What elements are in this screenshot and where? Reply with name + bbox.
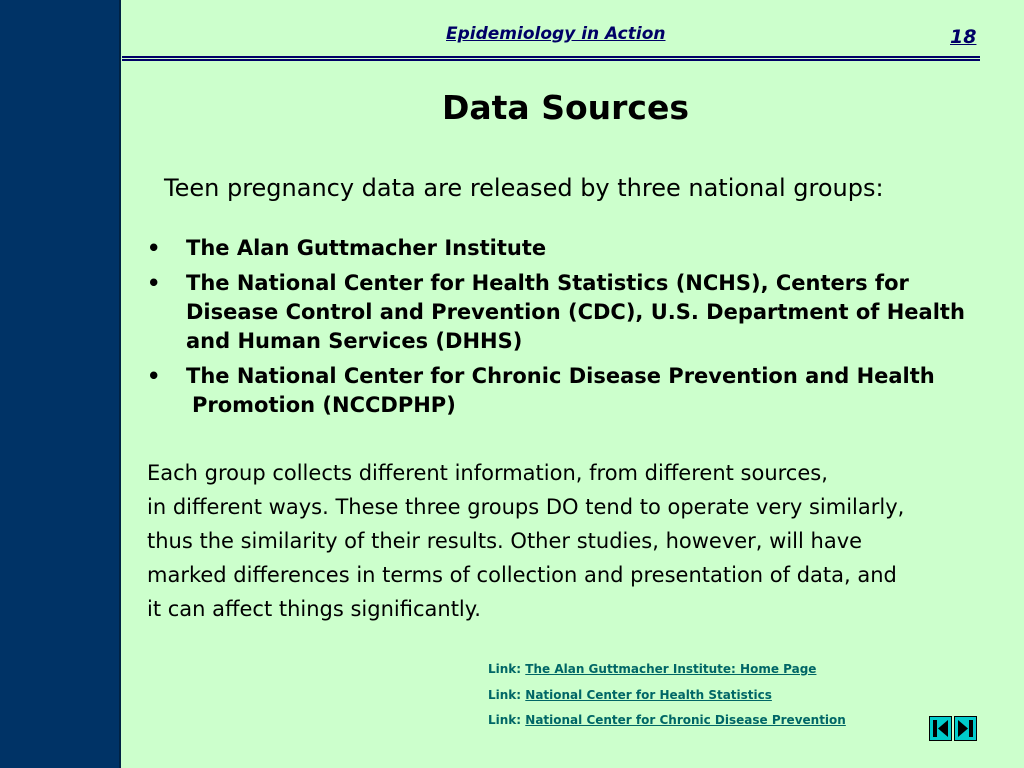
intro-text: Teen pregnancy data are released by three national groups: xyxy=(164,174,884,202)
link-row xyxy=(488,713,846,739)
link-nchs[interactable]: National Center for Health Statistics xyxy=(525,687,772,702)
slide-navigation xyxy=(929,716,977,741)
link-nccdphp[interactable]: National Center for Chronic Disease Prevention xyxy=(525,713,846,727)
link-prefix: Link: xyxy=(488,687,522,702)
bullet-text: The Alan Guttmacher Institute xyxy=(186,236,547,260)
paragraph-line: in different ways. These three groups DO tend to operate very similarly, xyxy=(147,495,905,519)
link-row xyxy=(488,662,846,688)
link-list xyxy=(488,662,846,739)
prev-slide-button[interactable] xyxy=(929,716,952,741)
triangle-left-icon xyxy=(932,719,949,738)
link-prefix: Link: xyxy=(488,662,522,676)
left-sidebar-bar xyxy=(0,0,121,768)
paragraph-line: it can affect things significantly. xyxy=(147,597,481,621)
bullet-text: Promotion (NCCDPHP) xyxy=(192,393,456,417)
page-number: 18 xyxy=(950,26,977,48)
next-slide-button[interactable] xyxy=(954,716,977,741)
link-prefix: Link: xyxy=(488,713,522,727)
paragraph-line: thus the similarity of their results. Other studies, however, will have xyxy=(147,529,863,553)
bullet-text: The National Center for Chronic Disease Prevention and Health xyxy=(186,364,935,388)
body-paragraph xyxy=(147,456,904,626)
triangle-right-icon xyxy=(957,719,974,738)
bullet-text: Disease Control and Prevention (CDC), U.S. Department of Health xyxy=(186,300,965,324)
header-title: Epidemiology in Action xyxy=(446,24,666,44)
bullet-item xyxy=(147,234,1024,263)
bullet-list xyxy=(147,234,1024,426)
bullet-text: The National Center for Health Statistics (NCHS), Centers for xyxy=(186,271,909,295)
bullet-item xyxy=(147,269,1024,356)
bullet-text: and Human Services (DHHS) xyxy=(186,329,523,353)
bullet-icon: • xyxy=(147,271,161,295)
header-divider xyxy=(122,56,980,61)
paragraph-line: Each group collects different information, from different sources, xyxy=(147,461,828,485)
link-row xyxy=(488,688,846,714)
link-guttmacher[interactable]: The Alan Guttmacher Institute: Home Page xyxy=(525,662,817,676)
paragraph-line: marked differences in terms of collection and presentation of data, and xyxy=(147,563,897,587)
bullet-item xyxy=(147,362,1024,420)
slide-title: Data Sources xyxy=(442,88,689,127)
bullet-icon: • xyxy=(147,364,161,388)
bullet-icon: • xyxy=(147,236,161,260)
